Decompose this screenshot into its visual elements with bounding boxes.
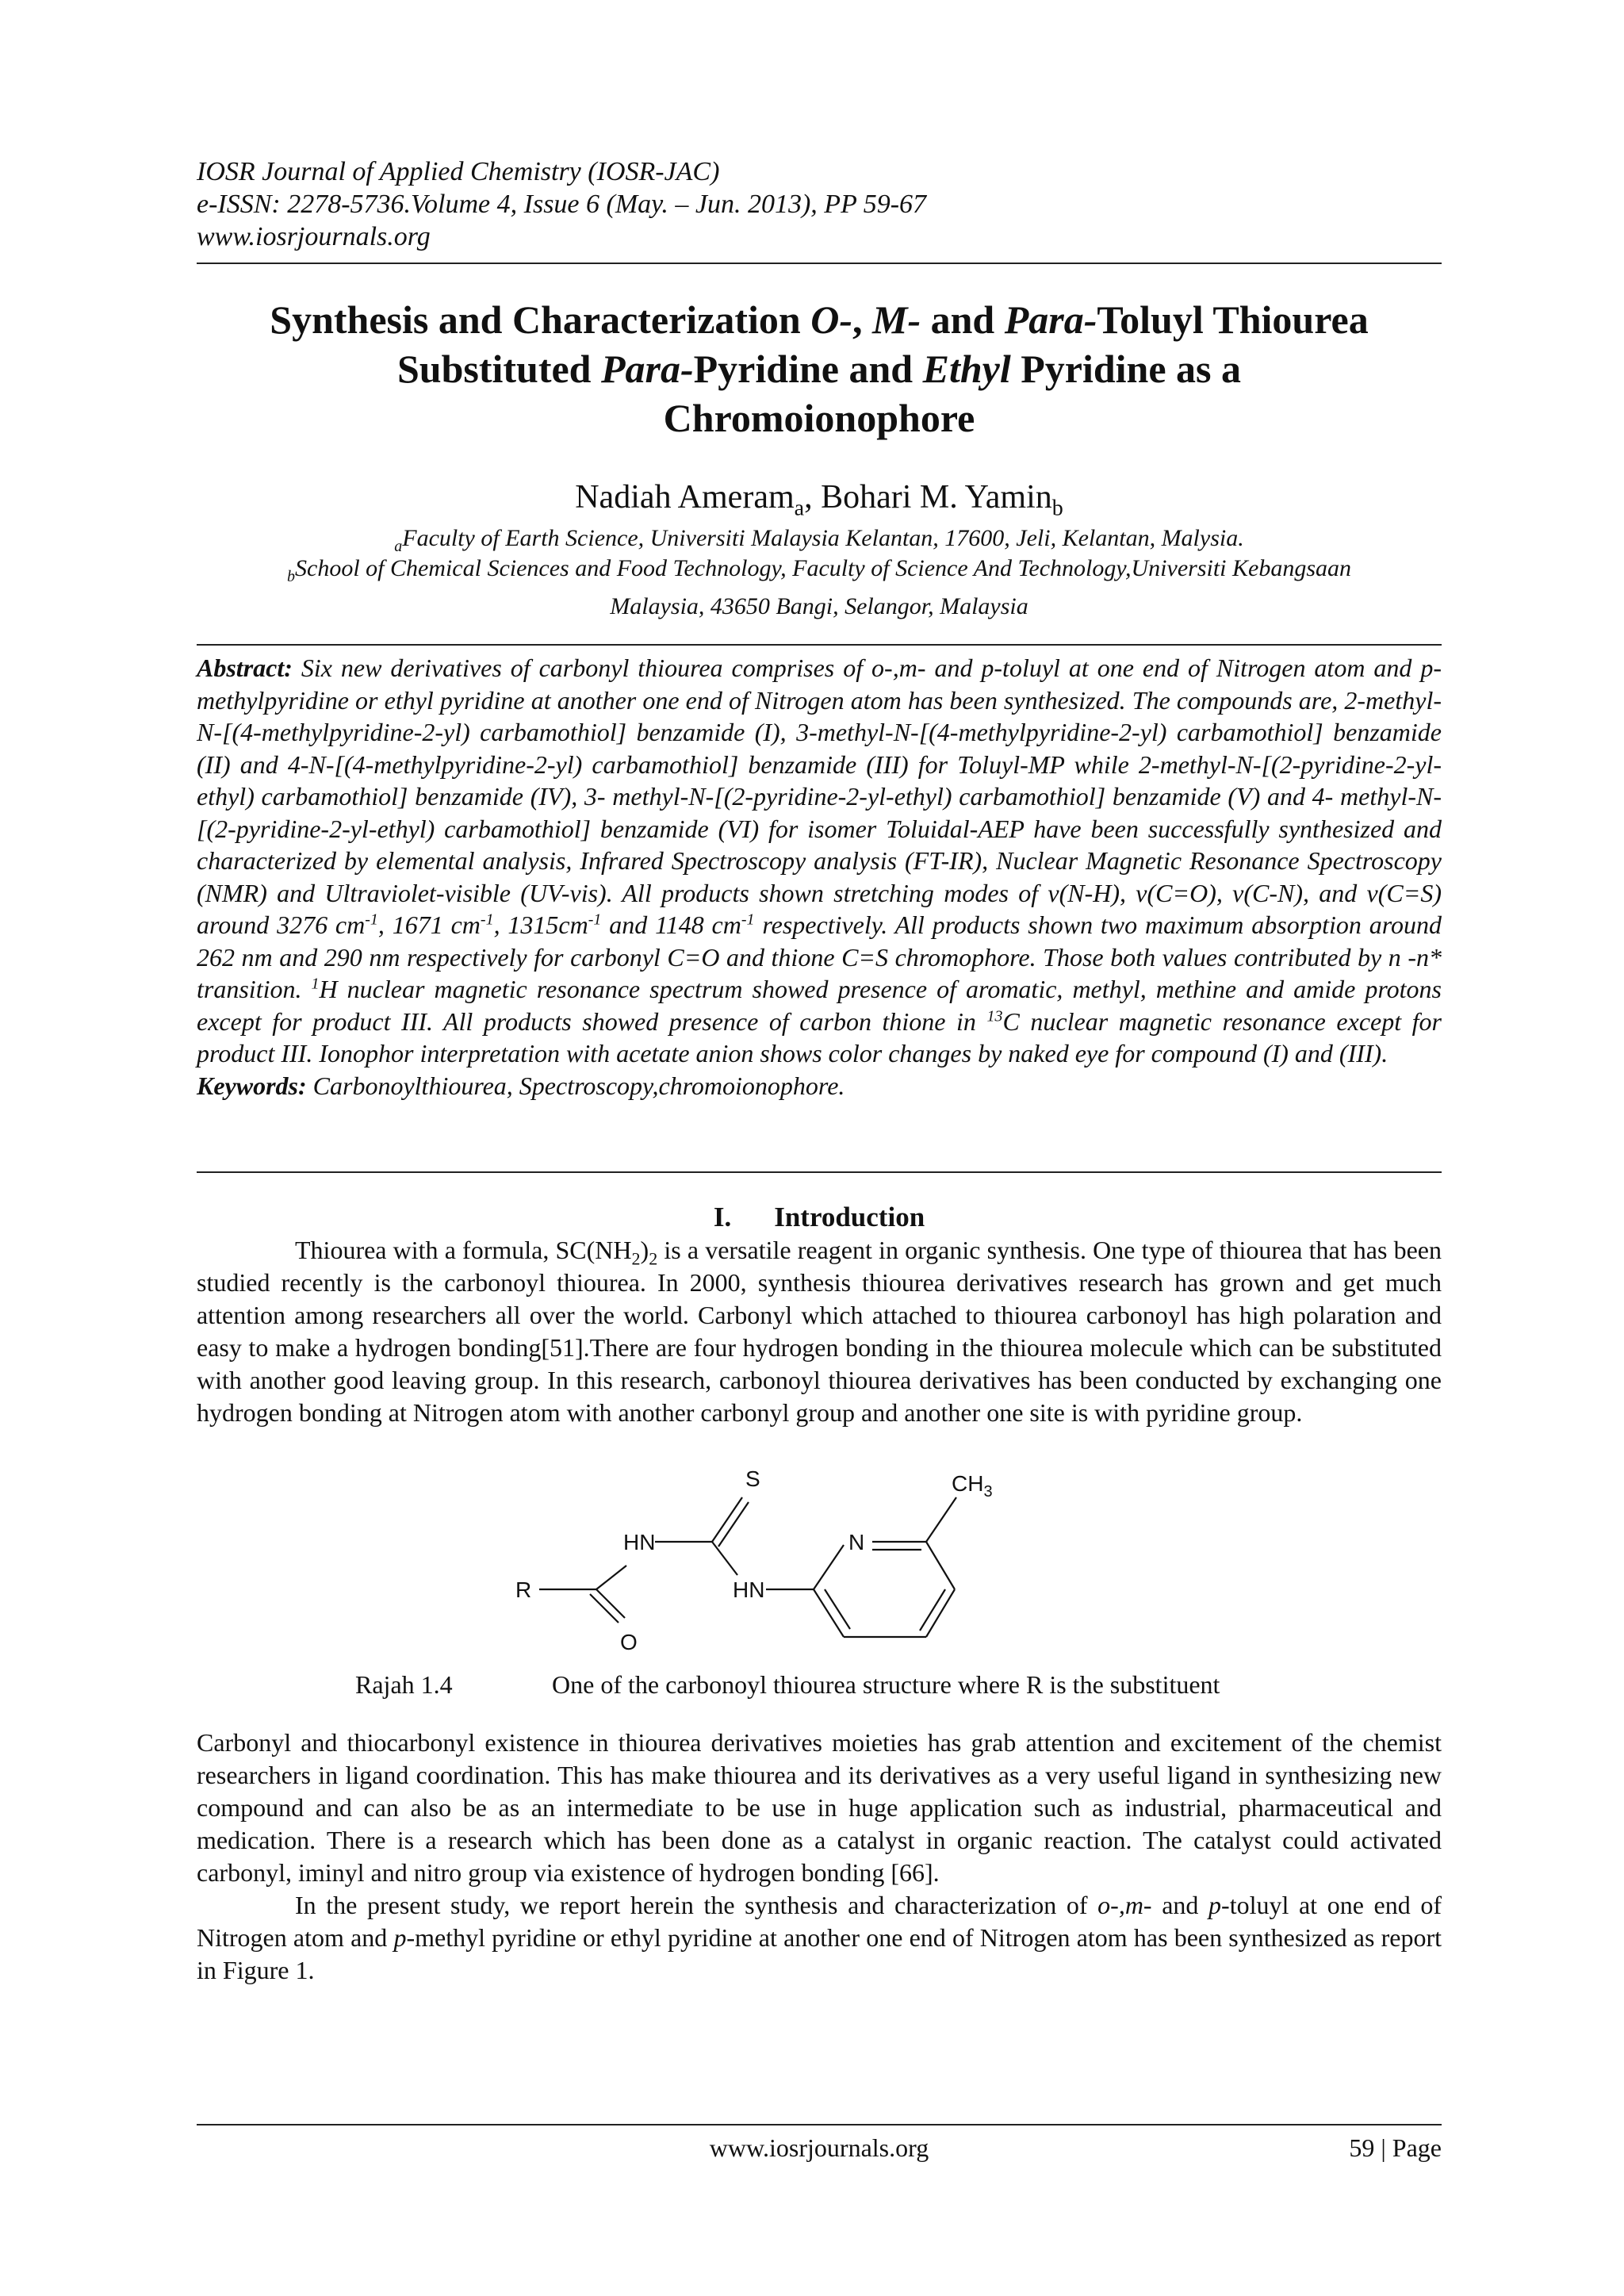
ring-bond-6b	[825, 1589, 850, 1629]
atom-o: O	[620, 1630, 638, 1654]
atom-ch3: $CH_3$	[952, 1471, 993, 1501]
atom-r: R	[515, 1577, 532, 1602]
atom-hn-bottom: HN	[733, 1577, 765, 1602]
journal-issn: e-ISSN: 2278-5736.Volume 4, Issue 6 (May. – Jun. 2013), PP 59-67	[197, 190, 927, 219]
keywords-label: Keywords:	[197, 1071, 307, 1100]
ring-bond-3	[926, 1542, 955, 1589]
page-number: 59 | Page	[1349, 2133, 1442, 2162]
affiliation-b: $_b$School of Chemical Sciences and Food Technology, Faculty of Science And Technology,Universiti Kebangsaan Malaysia, 43650 Bangi, Selangor, Malaysia	[287, 555, 1351, 619]
bond-c-nh	[596, 1566, 626, 1589]
author-name: Nadiah Ameram	[575, 479, 795, 516]
footer-website: www.iosrjournals.org	[709, 2133, 929, 2162]
section-title: Introduction	[774, 1202, 925, 1232]
paragraph-2: Carbonyl and thiocarbonyl existence in thiourea derivatives moieties has grab attention and excitement of the chemist researchers in ligand coordination. This has make thiourea and its derivatives as a very useful ligand in synthesizing new compound and can also be as an intermediate to be use in huge application such as industrial, pharmaceutical and medication. There is a research which has been done as a catalyst in organic reaction. The catalyst could activated carbonyl, iminyl and nitro group via existence of hydrogen bonding [66].	[197, 1728, 1442, 1887]
author-list: Nadiah Ameram$_a$, Bohari M. Yamin$_b$	[575, 479, 1063, 521]
figure-caption: One of the carbonoyl thiourea structure where R is the substituent	[552, 1670, 1220, 1699]
molecule-bonds	[539, 1497, 956, 1637]
keywords: Carbonoylthiourea, Spectroscopy,chromoionophore.	[306, 1071, 845, 1100]
thiourea-structure-figure	[508, 1456, 999, 1654]
abstract-label: Abstract:	[197, 654, 293, 682]
journal-website: www.iosrjournals.org	[197, 222, 431, 251]
abstract-bottom-divider	[197, 1171, 1442, 1173]
author-name: Bohari M. Yamin	[821, 479, 1052, 516]
footer-divider	[197, 2124, 1442, 2125]
journal-name: IOSR Journal of Applied Chemistry (IOSR-JAC)	[197, 157, 720, 186]
abstract: Abstract: Six new derivatives of carbonyl thiourea comprises of o-,m- and p-toluyl at one end of Nitrogen atom and p-methylpyridine or ethyl pyridine at another one end of Nitrogen atom has been synthesized. The compounds are, 2-methyl-N-[(4-methylpyridine-2-yl) carbamothiol] benzamide (I), 3-methyl-N-[(4-methylpyridine-2-yl) carbamothiol] benzamide (II) and 4-N-[(4-methylpyridine-2-yl) carbamothiol] benzamide (III) for Toluyl-MP while 2-methyl-N-[(2-pyridine-2-yl-ethyl) carbamothiol] benzamide (IV), 3- methyl-N-[(2-pyridine-2-yl-ethyl) carbamothiol] benzamide (V) and 4- methyl-N-[(2-pyridine-2-yl-ethyl) carbamothiol] benzamide (VI) for isomer Toluidal-AEP have been successfully synthesized and characterized by elemental analysis, Infrared Spectroscopy analysis (FT-IR), Nuclear Magnetic Resonance Spectroscopy (NMR) and Ultraviolet-visible (UV-vis). All products shown stretching modes of v(N-H), v(C=O), v(C-N), and v(C=S) around 3276 $cm^{-1}$, 1671 $cm^{-1}$, $1315cm^{-1}$ and 1148 $cm^{-1}$ respectively. All products shown two maximum absorption around 262 nm and 290 nm respectively for carbonyl C=O and thione C=S chromophore. Those both values contributed by n -n* transition. $^1$H nuclear magnetic resonance spectrum showed presence of aromatic, methyl, methine and amide protons except for product III. All products showed presence of carbon thione in $^{13}$C nuclear magnetic resonance except for product III. Ionophor interpretation with acetate anion shows color changes by naked eye for compound (I) and (III). Keywords: Carbonoylthiourea, Spectroscopy,chromoionophore.	[197, 654, 1442, 1100]
abstract-top-divider	[197, 644, 1442, 646]
atom-n-ring: N	[848, 1530, 865, 1554]
section-number: I.	[713, 1202, 732, 1232]
bond-c-nh2	[712, 1542, 737, 1575]
ring-bond-1	[814, 1545, 844, 1589]
atom-hn-top: HN	[623, 1530, 656, 1554]
journal-header	[197, 155, 1442, 253]
atom-s: S	[745, 1466, 760, 1491]
paragraph-3: In the present study, we report herein the synthesis and characterization of o-,m- and p-toluyl at one end of Nitrogen atom and p-methyl pyridine or ethyl pyridine at another one end of Nitrogen atom has been synthesized as report in Figure 1.	[197, 1891, 1442, 1984]
affiliation-a: $_a$Faculty of Earth Science, Universiti Malaysia Kelantan, 17600, Jeli, Kelantan, Malysia.	[394, 525, 1244, 555]
header-divider	[197, 263, 1442, 264]
figure-label: Rajah 1.4	[355, 1670, 453, 1699]
paper-title: Synthesis and Characterization O-, M- and Para-Toluyl Thiourea Substituted Para-Pyridine and Ethyl Pyridine as a Chromoionophore	[270, 297, 1369, 440]
intro-paragraph: Thiourea with a formula, $SC(NH_2)_2$ is a versatile reagent in organic synthesis. One type of thiourea that has been studied recently is the carbonoyl thiourea. In 2000, synthesis thiourea derivatives research has grown and get much attention among researchers all over the world. Carbonyl which attached to thiourea carbonoyl has high polaration and easy to make a hydrogen bonding[51].There are four hydrogen bonding in the thiourea molecule which can be substituted with another good leaving group. In this research, carbonoyl thiourea derivatives has been conducted by exchanging one hydrogen bonding at Nitrogen atom with another carbonyl group and another one site is with pyridine group.	[197, 1236, 1442, 1427]
section-heading	[197, 1201, 1442, 1234]
bond-ring-ch3	[926, 1497, 956, 1542]
